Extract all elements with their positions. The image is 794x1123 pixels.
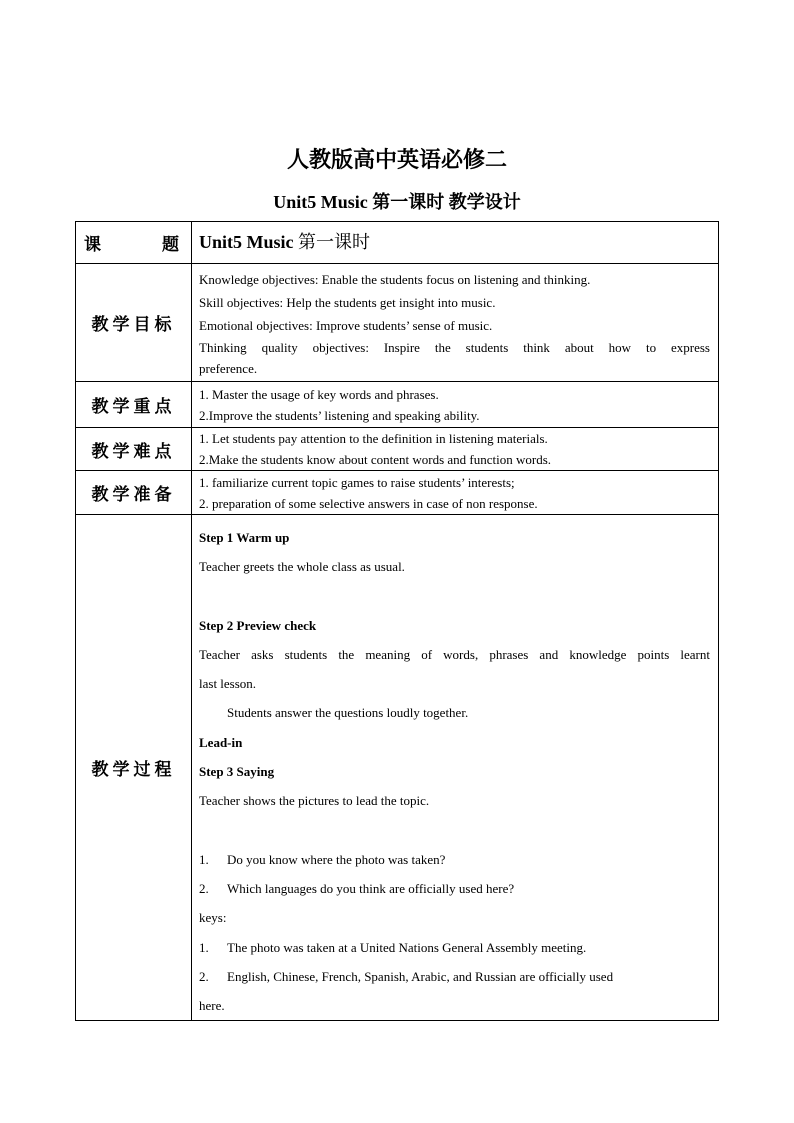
step2-text-cont: last lesson. [199, 676, 257, 692]
answer-cont: here. [199, 998, 225, 1014]
step3-title: Step 3 Saying [199, 764, 275, 780]
process-row [76, 515, 719, 1021]
difficulties-row [76, 428, 719, 471]
document-subtitle: Unit5 Music 第一课时 教学设计 [273, 192, 521, 212]
answer-item [199, 933, 710, 962]
preparation-row [76, 471, 719, 515]
key-points-row [76, 382, 719, 428]
key-points-label: 教学重点 [76, 382, 192, 428]
keys-label: keys: [199, 910, 227, 926]
process-label: 教学过程 [76, 515, 192, 1021]
difficulty-line: 1. Let students pay attention to the definition in listening materials. [199, 431, 548, 446]
preparation-cell [192, 471, 719, 515]
key-points-cell [192, 382, 719, 428]
topic-label: 课 题 [76, 222, 192, 264]
question-number: 1. [199, 851, 209, 867]
spacer [199, 816, 710, 845]
leadin-heading: Lead-in [199, 734, 243, 750]
document-title: 人教版高中英语必修二 [286, 147, 507, 172]
topic-row [76, 222, 719, 264]
objective-line: Knowledge objectives: Enable the students focus on listening and thinking. [199, 272, 591, 287]
step2-title: Step 2 Preview check [199, 617, 317, 633]
preparation-line: 2. preparation of some selective answers in case of non response. [199, 495, 538, 511]
objectives-cell [192, 264, 719, 382]
process-cell [192, 515, 719, 1021]
answer-number: 1. [199, 939, 209, 955]
preparation-label: 教学准备 [76, 471, 192, 515]
topic-unit: Unit5 Music [199, 231, 298, 252]
key-point-line: 1. Master the usage of key words and phrases. [199, 386, 439, 402]
question-item [199, 845, 710, 874]
question-item [199, 874, 710, 903]
objective-line: preference. [199, 361, 258, 376]
spacer [199, 582, 710, 611]
difficulties-cell [192, 428, 719, 471]
objective-line: Skill objectives: Help the students get insight into music. [199, 295, 496, 310]
objective-line: Emotional objectives: Improve students’ sense of music. [199, 318, 493, 333]
answer-text: The photo was taken at a United Nations General Assembly meeting. [227, 939, 587, 955]
difficulty-line: 2.Make the students know about content words and function words. [199, 452, 552, 467]
step2-answer: Students answer the questions loudly together. [227, 705, 469, 721]
objectives-row [76, 264, 719, 382]
answer-item [199, 962, 710, 991]
preparation-line: 1. familiarize current topic games to raise students’ interests; [199, 474, 515, 490]
objectives-label: 教学目标 [76, 264, 192, 382]
answer-number: 2. [199, 968, 209, 984]
topic-cell [192, 222, 719, 264]
question-number: 2. [199, 880, 209, 896]
key-point-line: 2.Improve the students’ listening and speaking ability. [199, 407, 480, 423]
objective-line: Thinking quality objectives: Inspire the students think about how to express [199, 340, 710, 355]
question-text: Do you know where the photo was taken? [227, 851, 446, 867]
difficulties-label: 教学难点 [76, 428, 192, 471]
answer-text: English, Chinese, French, Spanish, Arabic, and Russian are officially used [227, 968, 614, 984]
lesson-plan-table [75, 221, 719, 1021]
step3-text: Teacher shows the pictures to lead the topic. [199, 793, 430, 809]
step1-text: Teacher greets the whole class as usual. [199, 559, 405, 575]
step1-title: Step 1 Warm up [199, 530, 290, 545]
question-text: Which languages do you think are officially used here? [227, 880, 515, 896]
topic-lesson: 第一课时 [298, 231, 370, 252]
step2-text: Teacher asks students the meaning of words, phrases and knowledge points learnt [199, 646, 710, 662]
